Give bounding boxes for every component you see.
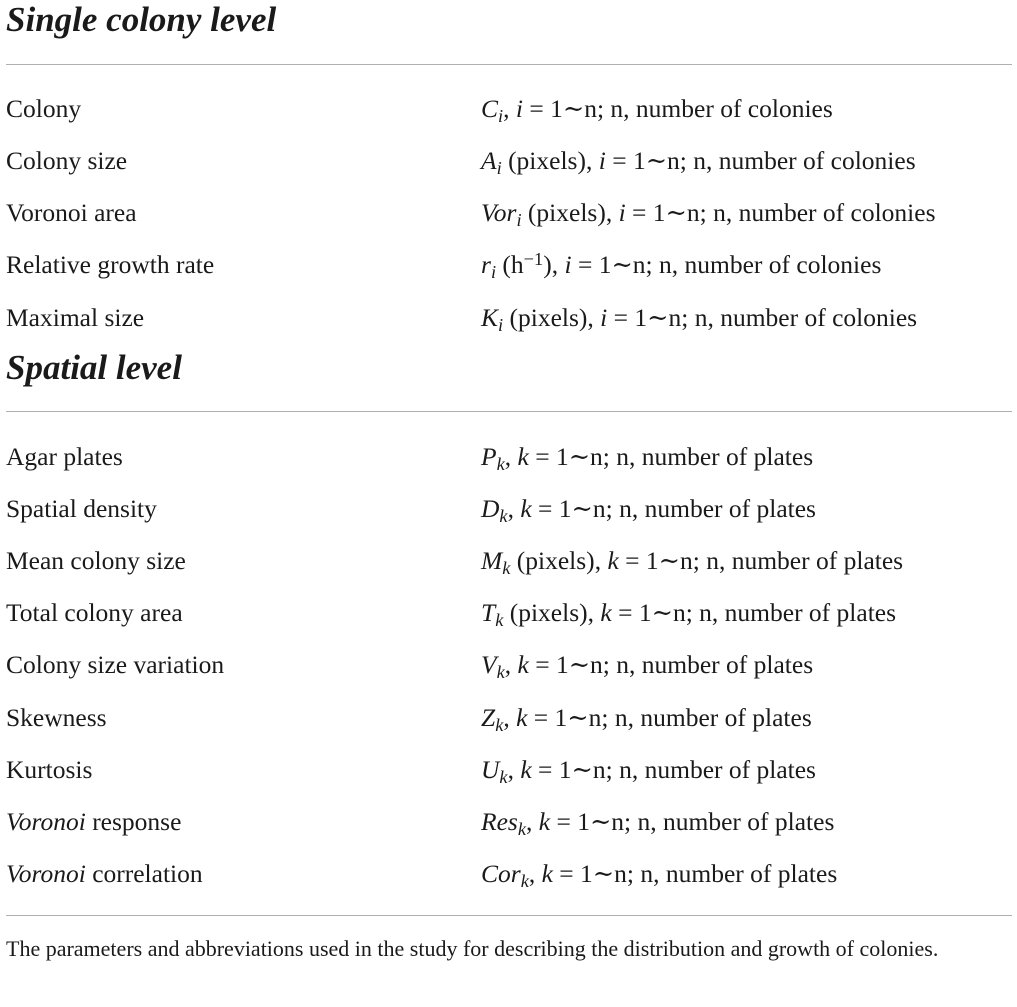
parameter-label: Maximal size [6, 303, 145, 332]
parameter-label: Voronoi correlation [6, 859, 203, 888]
section-divider [6, 64, 1012, 65]
parameter-definition: $K_i$ (pixels), i = 1∼n; n, number of colonies [481, 303, 918, 336]
section-divider [6, 411, 1012, 412]
table-row [0, 645, 1017, 685]
parameter-label: Spatial density [6, 494, 157, 523]
table-row [0, 437, 1017, 477]
parameter-label: Kurtosis [6, 755, 93, 784]
parameter-definition: $r_i$ $(h^{-1})$, i = 1∼n; n, number of colonies [481, 248, 882, 283]
table-row [0, 750, 1017, 790]
parameter-definition: $Z_k$, k = 1∼n; n, number of plates [481, 703, 812, 736]
parameter-definition: $C_i$, i = 1∼n; n, number of colonies [481, 94, 833, 127]
parameter-definition: Vor$_i$ (pixels), i = 1∼n; n, number of colonies [481, 198, 936, 231]
parameter-label: Colony size variation [6, 650, 225, 679]
table-row [0, 802, 1017, 842]
parameter-definition: $U_k$, k = 1∼n; n, number of plates [481, 755, 816, 788]
table-row [0, 89, 1017, 129]
parameter-label: Skewness [6, 703, 107, 732]
table-row [0, 489, 1017, 529]
table-row [0, 193, 1017, 233]
parameter-definition: $T_k$ (pixels), k = 1∼n; n, number of plates [481, 598, 897, 631]
parameter-definition: $M_k$ (pixels), k = 1∼n; n, number of plates [481, 546, 904, 579]
parameter-label: Voronoi response [6, 807, 182, 836]
table-row [0, 593, 1017, 633]
parameter-label: Relative growth rate [6, 250, 215, 279]
parameter-definition: $A_i$ (pixels), i = 1∼n; n, number of colonies [481, 146, 916, 179]
table-row [0, 245, 1017, 285]
parameter-label: Colony [6, 94, 82, 123]
parameter-label: Total colony area [6, 598, 183, 627]
table-row [0, 141, 1017, 181]
parameter-label: Voronoi area [6, 198, 137, 227]
parameter-definition: Cor$_k$, k = 1∼n; n, number of plates [481, 859, 838, 892]
table-row [0, 298, 1017, 338]
parameter-label: Agar plates [6, 442, 123, 471]
table-row [0, 698, 1017, 738]
table-caption: The parameters and abbreviations used in the study for describing the distribution and growth of colonies. [6, 936, 939, 961]
section-title-spatial: Spatial level [6, 348, 182, 387]
parameter-definition: Res$_k$, k = 1∼n; n, number of plates [481, 807, 835, 840]
parameter-label: Colony size [6, 146, 128, 175]
section-title-single-colony: Single colony level [6, 0, 277, 39]
parameter-definition: $V_k$, k = 1∼n; n, number of plates [481, 650, 814, 683]
parameter-definition: $D_k$, k = 1∼n; n, number of plates [481, 494, 816, 527]
table-bottom-divider [6, 915, 1012, 916]
table-row [0, 541, 1017, 581]
parameter-label: Mean colony size [6, 546, 186, 575]
table-row [0, 854, 1017, 894]
parameter-definition: $P_k$, k = 1∼n; n, number of plates [481, 442, 814, 475]
